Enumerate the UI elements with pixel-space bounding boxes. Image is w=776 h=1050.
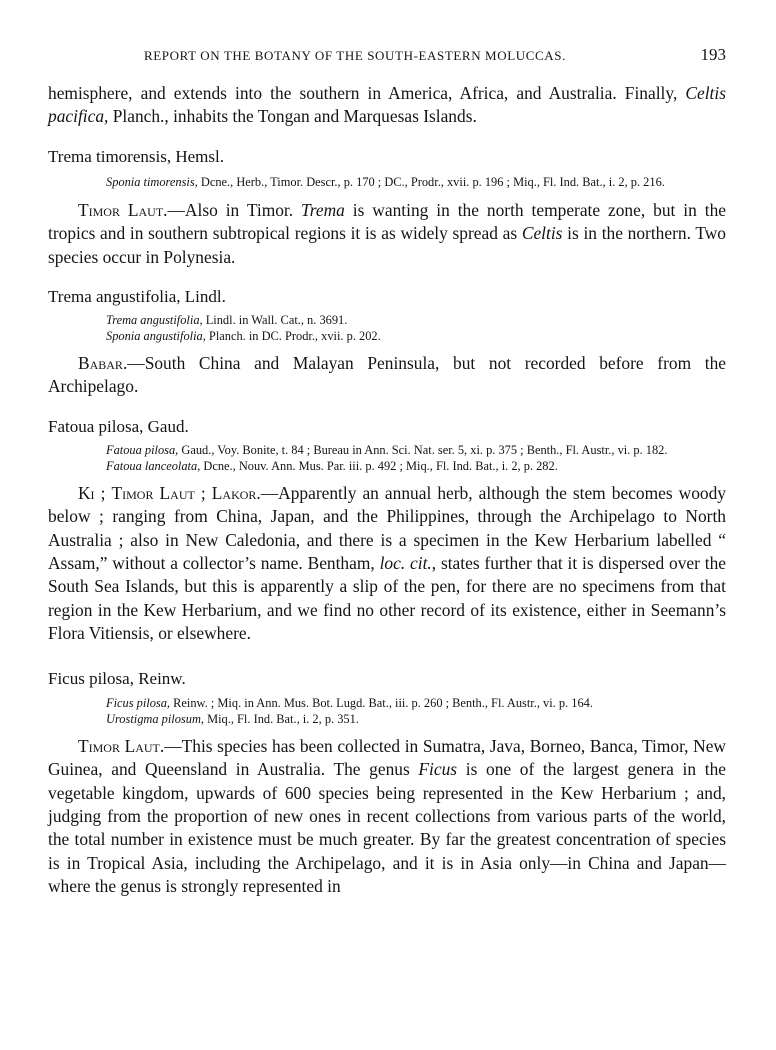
synonym-entry: Fatoua lanceolata, Dcne., Nouv. Ann. Mus. Par. iii. p. 492 ; Miq., Fl. Ind. Bat., i. 2, p. 282. <box>106 458 558 473</box>
species-heading-ficus-pilosa: Ficus pilosa, Reinw. <box>48 668 186 688</box>
species-description: Babar.—South China and Malayan Peninsula, but not recorded before from the Archipelago. <box>48 353 726 397</box>
species-description: Timor Laut.—Also in Timor. Trema is wanting in the north temperate zone, but in the tropics and in southern subtropical regions it is as widely spread as Celtis is in the northern. Two species occur in Polynesia. <box>48 199 726 267</box>
synonym-entry: Ficus pilosa, Reinw. ; Miq. in Ann. Mus. Bot. Lugd. Bat., iii. p. 260 ; Benth., Fl. Austr., vi. p. 164. <box>106 695 593 710</box>
locality: Timor Laut. <box>78 199 168 220</box>
intro-species: Celtis pacifica, <box>48 83 726 127</box>
locality: Timor Laut <box>111 482 195 503</box>
header-title: REPORT ON THE BOTANY OF THE SOUTH-EASTERN MOLUCCAS. <box>144 48 566 63</box>
species-heading-trema-angustifolia: Trema angustifolia, Lindl. <box>48 287 226 307</box>
running-header <box>48 38 726 68</box>
species-heading-fatoua-pilosa: Fatoua pilosa, Gaud. <box>48 416 189 436</box>
locality: Timor Laut. <box>78 735 165 756</box>
synonym-entry: Sponia timorensis, Dcne., Herb., Timor. Descr., p. 170 ; DC., Prodr., xvii. p. 196 ; Miq., Fl. Ind. Bat., i. 2, p. 216. <box>106 174 665 189</box>
page <box>48 38 726 899</box>
intro-paragraph: hemisphere, and extends into the southern in America, Africa, and Australia. Finally, Celtis pacifica, Planch., inhabits the Tongan and Marquesas Islands. <box>48 83 726 127</box>
page-number: 193 <box>700 45 726 64</box>
synonym-entry: Trema angustifolia, Lindl. in Wall. Cat., n. 3691. <box>106 313 348 328</box>
synonym-entry: Urostigma pilosum, Miq., Fl. Ind. Bat., i. 2, p. 351. <box>106 711 359 726</box>
synonym-entry: Fatoua pilosa, Gaud., Voy. Bonite, t. 84 ; Bureau in Ann. Sci. Nat. ser. 5, xi. p. 375 ; Benth., Fl. Austr., vi. p. 182. <box>106 442 668 457</box>
locality: Babar. <box>78 353 128 374</box>
locality: Ki <box>78 482 95 503</box>
synonym-entry: Sponia angustifolia, Planch. in DC. Prodr., xvii. p. 202. <box>106 329 381 344</box>
locality: Lakor. <box>211 482 261 503</box>
species-description: Timor Laut.—This species has been collected in Sumatra, Java, Borneo, Banca, Timor, New Guinea, and Queensland in Australia. The genus Ficus is one of the largest genera in the vegetable kingdom, upwards of 600 species being represented in the Kew Herbarium ; and, judging from the proportion of new ones in recent collections from various parts of the world, the total number in existence must be much greater. By far the greatest concentration of species is in Tropical Asia, including the Archipelago, and it is in Asia only—in China and Japan—where the genus is strongly represented in <box>48 735 727 897</box>
species-description: Ki ; Timor Laut ; Lakor.—Apparently an annual herb, although the stem becomes woody below ; ranging from China, Japan, and the Philippines, through the Archipelago to North Australia ; also in New Caledonia, and there is a specimen in the Kew Herbarium labelled “ Assam,” without a collector’s name. Bentham, loc. cit., states further that it is dispersed over the South Sea Islands, but this is apparently a slip of the pen, for there are no specimens from that region in the Kew Herbarium, and we find no other record of its existence, either in Seemann’s Flora Vitiensis, or elsewhere. <box>48 482 727 644</box>
species-heading-trema-timorensis: Trema timorensis, Hemsl. <box>48 146 224 166</box>
